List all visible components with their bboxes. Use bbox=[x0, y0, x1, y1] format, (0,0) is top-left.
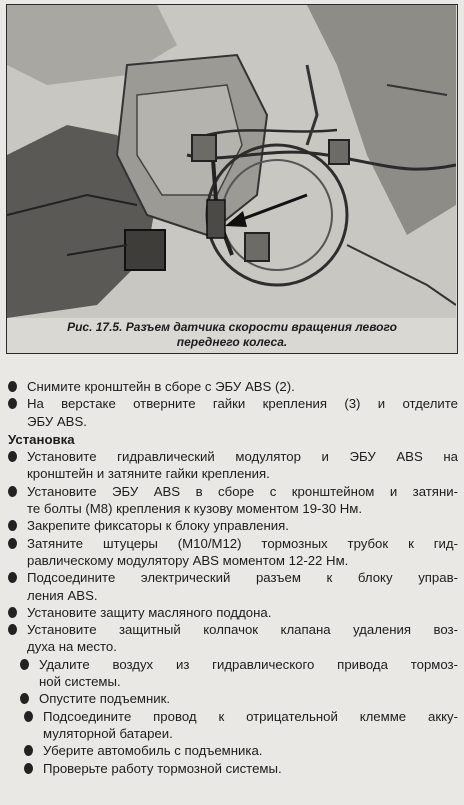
step-text: Установите ЭБУ ABS в сборе с кронштейном и затяни- bbox=[27, 483, 458, 499]
step-text: Затяните штуцеры (M10/M12) тормозных трубок к гид- bbox=[27, 535, 458, 551]
step-text: те болты (M8) крепления к кузову моментом 19-30 Нм. bbox=[27, 501, 363, 517]
caption-line-1: Рис. 17.5. Разъем датчика скорости вращения левого bbox=[67, 320, 397, 334]
step-text: Снимите кронштейн в сборе с ЭБУ ABS (2). bbox=[27, 379, 295, 394]
list-item bbox=[8, 690, 458, 707]
step-text: кронштейн и затяните гайки крепления. bbox=[27, 466, 270, 482]
step-text: На верстаке отверните гайки крепления (3) и отделите bbox=[27, 396, 458, 412]
section-heading: Установка bbox=[8, 431, 75, 447]
engine-bay-photo bbox=[7, 5, 456, 318]
list-item bbox=[8, 604, 458, 621]
bullet-icon bbox=[24, 745, 33, 756]
list-item bbox=[8, 483, 458, 518]
list-item bbox=[8, 448, 458, 483]
step-text: Опустите подъемник. bbox=[39, 691, 171, 707]
bullet-icon bbox=[24, 711, 33, 722]
step-text: Установите защитный колпачок клапана удаления воз- bbox=[27, 622, 458, 638]
bullet-icon bbox=[8, 486, 17, 497]
list-item bbox=[8, 535, 458, 570]
step-text: Проверьте работу тормозной системы. bbox=[43, 760, 282, 776]
list-item bbox=[8, 621, 458, 656]
figure-box bbox=[6, 4, 458, 354]
bullet-icon bbox=[8, 624, 17, 635]
step-text: ления ABS. bbox=[27, 587, 98, 603]
step-text: Удалите воздух из гидравлического привода тормоз- bbox=[39, 656, 458, 672]
list-item bbox=[8, 395, 458, 430]
bullet-icon bbox=[20, 693, 29, 704]
instructions bbox=[8, 378, 458, 777]
figure-caption bbox=[7, 320, 457, 350]
bullet-icon bbox=[20, 659, 29, 670]
step-text: Подсоедините провод к отрицательной клемме акку- bbox=[43, 708, 458, 724]
step-text: муляторной батареи. bbox=[43, 725, 173, 741]
step-text: Установите защиту масляного поддона. bbox=[27, 604, 272, 620]
step-text: Установите гидравлический модулятор и ЭБУ ABS на bbox=[27, 449, 458, 465]
bullet-icon bbox=[8, 572, 17, 583]
list-item bbox=[8, 656, 458, 691]
step-text: Закрепите фиксаторы к блоку управления. bbox=[27, 518, 289, 534]
bullet-icon bbox=[8, 607, 17, 618]
list-item bbox=[8, 517, 458, 534]
bullet-icon bbox=[8, 381, 17, 392]
step-text: ЭБУ ABS. bbox=[27, 413, 87, 429]
bullet-icon bbox=[24, 763, 33, 774]
bullet-icon bbox=[8, 520, 17, 531]
step-text: Уберите автомобиль с подъемника. bbox=[43, 743, 263, 759]
step-text: ной системы. bbox=[39, 674, 121, 690]
step-text: равлическому модулятору ABS моментом 12-22 Нм. bbox=[27, 552, 349, 568]
list-item bbox=[8, 760, 458, 777]
list-item bbox=[8, 569, 458, 604]
caption-line-2: переднего колеса. bbox=[176, 335, 288, 349]
step-text: Подсоедините электрический разъем к блоку управ- bbox=[27, 570, 458, 586]
list-item bbox=[8, 742, 458, 759]
bullet-icon bbox=[8, 398, 17, 409]
list-item bbox=[8, 708, 458, 743]
bullet-icon bbox=[8, 538, 17, 549]
step-text: духа на место. bbox=[27, 639, 117, 655]
bullet-icon bbox=[8, 451, 17, 462]
list-item bbox=[8, 378, 458, 395]
